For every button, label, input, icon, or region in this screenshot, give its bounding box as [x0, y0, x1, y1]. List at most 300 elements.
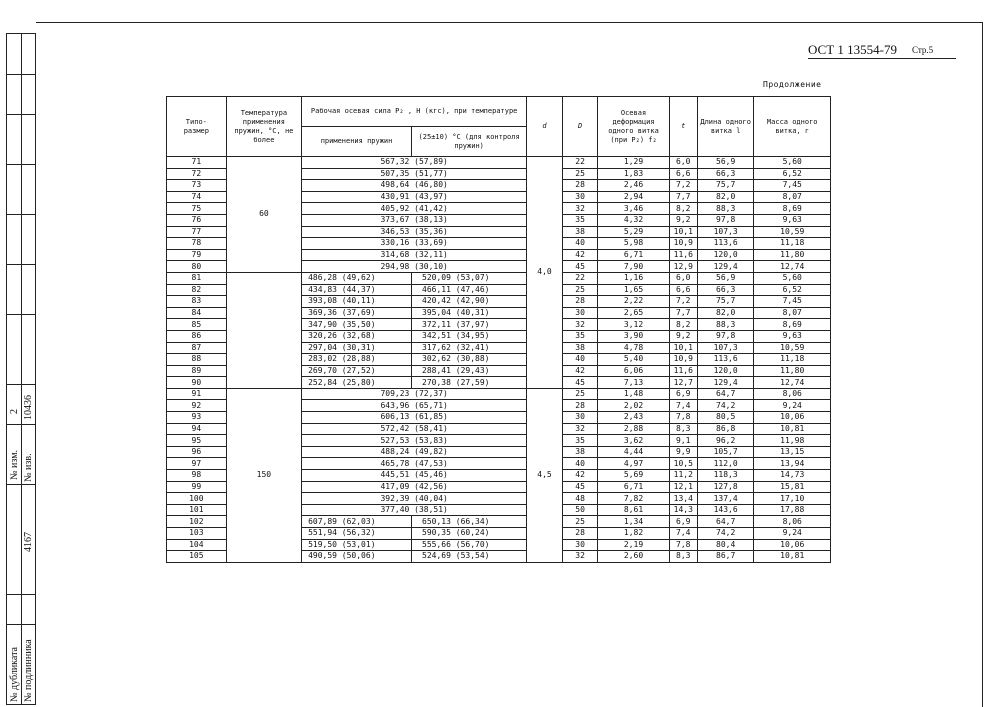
header-force-app: применения пружин — [302, 127, 412, 157]
cell-force-ctrl: 555,66 (56,70) — [412, 539, 527, 551]
cell-force: 643,96 (65,71) — [302, 400, 527, 412]
cell-D: 45 — [562, 261, 598, 273]
cell-D: 30 — [562, 307, 598, 319]
cell-deform: 4,78 — [598, 342, 669, 354]
cell-D: 35 — [562, 214, 598, 226]
cell-deform: 1,48 — [598, 388, 669, 400]
cell-mass: 6,52 — [754, 168, 831, 180]
cell-mass: 7,45 — [754, 180, 831, 192]
cell-force-app: 297,04 (30,31) — [302, 342, 412, 354]
cell-type: 88 — [167, 354, 227, 366]
side-stamp-line — [7, 484, 35, 485]
cell-t: 9,2 — [669, 214, 697, 226]
cell-length: 74,2 — [697, 400, 754, 412]
code-underline — [808, 58, 956, 59]
cell-deform: 7,82 — [598, 493, 669, 505]
cell-length: 82,0 — [697, 191, 754, 203]
page-label: Стр.5 — [912, 45, 934, 55]
side-stamp-line — [7, 384, 35, 385]
cell-force: 346,53 (35,36) — [302, 226, 527, 238]
side-label-duplicate: № дубликата — [9, 647, 20, 702]
cell-mass: 17,10 — [754, 493, 831, 505]
cell-force-ctrl: 520,09 (53,07) — [412, 272, 527, 284]
cell-length: 56,9 — [697, 157, 754, 169]
table-body — [167, 157, 831, 563]
cell-length: 120,0 — [697, 249, 754, 261]
cell-mass: 15,81 — [754, 481, 831, 493]
cell-length: 75,7 — [697, 180, 754, 192]
header-mass: Масса одного витка, г — [754, 97, 831, 157]
cell-t: 11,2 — [669, 470, 697, 482]
cell-D: 38 — [562, 342, 598, 354]
cell-t: 7,2 — [669, 296, 697, 308]
cell-deform: 7,90 — [598, 261, 669, 273]
header-length: Длина одного витка l — [697, 97, 754, 157]
cell-deform: 1,82 — [598, 528, 669, 540]
cell-mass: 9,24 — [754, 400, 831, 412]
cell-force: 330,16 (33,69) — [302, 238, 527, 250]
cell-deform: 2,60 — [598, 551, 669, 563]
side-label-original: № подлинника — [23, 639, 34, 702]
cell-force-app: 369,36 (37,69) — [302, 307, 412, 319]
cell-mass: 8,07 — [754, 307, 831, 319]
cell-force-app: 551,94 (56,32) — [302, 528, 412, 540]
cell-force: 567,32 (57,89) — [302, 157, 527, 169]
header-force: Рабочая осевая сила P₂ , Н (кгс), при температуре — [302, 97, 527, 127]
cell-length: 137,4 — [697, 493, 754, 505]
cell-type: 95 — [167, 435, 227, 447]
cell-D: 45 — [562, 377, 598, 389]
cell-t: 11,6 — [669, 249, 697, 261]
cell-type: 78 — [167, 238, 227, 250]
cell-D: 25 — [562, 284, 598, 296]
cell-mass: 10,59 — [754, 342, 831, 354]
cell-type: 92 — [167, 400, 227, 412]
cell-type: 100 — [167, 493, 227, 505]
cell-force-ctrl: 420,42 (42,90) — [412, 296, 527, 308]
cell-D: 32 — [562, 203, 598, 215]
cell-mass: 11,98 — [754, 435, 831, 447]
cell-D: 30 — [562, 191, 598, 203]
cell-force: 417,09 (42,56) — [302, 481, 527, 493]
cell-type: 91 — [167, 388, 227, 400]
cell-t: 10,5 — [669, 458, 697, 470]
cell-type: 86 — [167, 330, 227, 342]
cell-mass: 5,60 — [754, 272, 831, 284]
cell-t: 8,2 — [669, 203, 697, 215]
cell-length: 88,3 — [697, 319, 754, 331]
cell-t: 7,4 — [669, 528, 697, 540]
cell-deform: 4,97 — [598, 458, 669, 470]
side-stamp-line — [7, 164, 35, 165]
cell-length: 97,8 — [697, 214, 754, 226]
cell-type: 101 — [167, 504, 227, 516]
cell-deform: 7,13 — [598, 377, 669, 389]
cell-t: 13,4 — [669, 493, 697, 505]
header-temp: Температура применения пружин, °С, не более — [226, 97, 301, 157]
cell-length: 64,7 — [697, 516, 754, 528]
cell-deform: 4,44 — [598, 446, 669, 458]
cell-mass: 17,88 — [754, 504, 831, 516]
spring-spec-table — [166, 96, 831, 563]
cell-deform: 3,62 — [598, 435, 669, 447]
cell-D: 35 — [562, 435, 598, 447]
cell-force: 314,68 (32,11) — [302, 249, 527, 261]
cell-D: 25 — [562, 168, 598, 180]
cell-type: 90 — [167, 377, 227, 389]
cell-t: 6,6 — [669, 284, 697, 296]
cell-t: 7,8 — [669, 539, 697, 551]
cell-D: 45 — [562, 481, 598, 493]
cell-D: 40 — [562, 238, 598, 250]
cell-length: 82,0 — [697, 307, 754, 319]
cell-d: 4,0 — [527, 157, 563, 389]
cell-force: 445,51 (45,46) — [302, 470, 527, 482]
cell-force-ctrl: 302,62 (30,88) — [412, 354, 527, 366]
cell-type: 98 — [167, 470, 227, 482]
cell-force-ctrl: 395,04 (40,31) — [412, 307, 527, 319]
cell-length: 75,7 — [697, 296, 754, 308]
side-stamp-line — [7, 264, 35, 265]
cell-type: 102 — [167, 516, 227, 528]
side-stamp-line — [7, 74, 35, 75]
cell-D: 50 — [562, 504, 598, 516]
cell-force: 465,78 (47,53) — [302, 458, 527, 470]
cell-deform: 5,98 — [598, 238, 669, 250]
cell-type: 97 — [167, 458, 227, 470]
cell-force: 405,92 (41,42) — [302, 203, 527, 215]
side-change-number: 2 — [9, 409, 20, 414]
cell-deform: 6,71 — [598, 481, 669, 493]
cell-t: 6,0 — [669, 272, 697, 284]
cell-type: 71 — [167, 157, 227, 169]
cell-mass: 11,80 — [754, 249, 831, 261]
cell-D: 32 — [562, 423, 598, 435]
header-d: d — [527, 97, 563, 157]
side-doc-number: 10436 — [23, 395, 34, 420]
header-deform: Осевая деформация одного витка (при P₂) f₂ — [598, 97, 669, 157]
cell-t: 11,6 — [669, 365, 697, 377]
cell-t: 8,3 — [669, 551, 697, 563]
cell-t: 6,6 — [669, 168, 697, 180]
cell-force-app: 283,02 (28,88) — [302, 354, 412, 366]
cell-length: 56,9 — [697, 272, 754, 284]
cell-length: 107,3 — [697, 226, 754, 238]
cell-length: 86,8 — [697, 423, 754, 435]
cell-D: 40 — [562, 354, 598, 366]
cell-t: 10,1 — [669, 226, 697, 238]
cell-t: 7,7 — [669, 191, 697, 203]
cell-type: 74 — [167, 191, 227, 203]
side-stamp-line — [7, 314, 35, 315]
cell-D: 30 — [562, 539, 598, 551]
cell-type: 75 — [167, 203, 227, 215]
cell-force: 294,98 (30,10) — [302, 261, 527, 273]
cell-type: 77 — [167, 226, 227, 238]
cell-mass: 5,60 — [754, 157, 831, 169]
cell-D: 30 — [562, 412, 598, 424]
cell-mass: 10,81 — [754, 423, 831, 435]
cell-D: 42 — [562, 470, 598, 482]
cell-t: 7,4 — [669, 400, 697, 412]
cell-length: 143,6 — [697, 504, 754, 516]
cell-deform: 1,29 — [598, 157, 669, 169]
cell-force-ctrl: 524,69 (53,54) — [412, 551, 527, 563]
cell-deform: 2,65 — [598, 307, 669, 319]
cell-force: 572,42 (58,41) — [302, 423, 527, 435]
cell-mass: 12,74 — [754, 261, 831, 273]
cell-length: 74,2 — [697, 528, 754, 540]
cell-force-app: 434,83 (44,37) — [302, 284, 412, 296]
cell-type: 81 — [167, 272, 227, 284]
cell-t: 14,3 — [669, 504, 697, 516]
cell-type: 72 — [167, 168, 227, 180]
cell-force: 373,67 (38,13) — [302, 214, 527, 226]
cell-force: 430,91 (43,97) — [302, 191, 527, 203]
cell-force-app: 347,90 (35,50) — [302, 319, 412, 331]
cell-length: 80,4 — [697, 539, 754, 551]
cell-force: 498,64 (46,80) — [302, 180, 527, 192]
cell-mass: 9,24 — [754, 528, 831, 540]
cell-deform: 2,02 — [598, 400, 669, 412]
cell-type: 103 — [167, 528, 227, 540]
cell-t: 6,9 — [669, 516, 697, 528]
cell-deform: 1,16 — [598, 272, 669, 284]
cell-force-ctrl: 590,35 (60,24) — [412, 528, 527, 540]
cell-D: 28 — [562, 528, 598, 540]
cell-force-app: 269,70 (27,52) — [302, 365, 412, 377]
cell-mass: 7,45 — [754, 296, 831, 308]
cell-temp: 60 — [226, 157, 301, 273]
cell-deform: 3,46 — [598, 203, 669, 215]
cell-type: 94 — [167, 423, 227, 435]
cell-mass: 13,94 — [754, 458, 831, 470]
cell-t: 6,9 — [669, 388, 697, 400]
cell-force-ctrl: 270,38 (27,59) — [412, 377, 527, 389]
cell-temp — [226, 272, 301, 388]
cell-mass: 10,81 — [754, 551, 831, 563]
cell-t: 7,7 — [669, 307, 697, 319]
cell-D: 28 — [562, 296, 598, 308]
cell-type: 93 — [167, 412, 227, 424]
cell-type: 99 — [167, 481, 227, 493]
table-row — [167, 272, 831, 284]
cell-D: 32 — [562, 551, 598, 563]
cell-deform: 3,12 — [598, 319, 669, 331]
cell-force-app: 607,89 (62,03) — [302, 516, 412, 528]
cell-length: 107,3 — [697, 342, 754, 354]
cell-mass: 11,80 — [754, 365, 831, 377]
frame-top-line — [36, 22, 982, 23]
cell-deform: 2,19 — [598, 539, 669, 551]
cell-force-app: 490,59 (50,06) — [302, 551, 412, 563]
cell-deform: 2,43 — [598, 412, 669, 424]
cell-force-ctrl: 466,11 (47,46) — [412, 284, 527, 296]
cell-force-app: 519,50 (53,01) — [302, 539, 412, 551]
cell-t: 9,2 — [669, 330, 697, 342]
cell-t: 10,9 — [669, 238, 697, 250]
cell-D: 25 — [562, 516, 598, 528]
cell-D: 22 — [562, 157, 598, 169]
cell-mass: 12,74 — [754, 377, 831, 389]
cell-force-ctrl: 317,62 (32,41) — [412, 342, 527, 354]
cell-mass: 8,69 — [754, 203, 831, 215]
cell-t: 7,2 — [669, 180, 697, 192]
cell-mass: 8,07 — [754, 191, 831, 203]
cell-mass: 8,06 — [754, 516, 831, 528]
cell-t: 9,9 — [669, 446, 697, 458]
cell-length: 127,8 — [697, 481, 754, 493]
cell-force: 507,35 (51,77) — [302, 168, 527, 180]
cell-D: 42 — [562, 365, 598, 377]
cell-length: 113,6 — [697, 354, 754, 366]
table-row — [167, 157, 831, 169]
side-label-izm: № изм. — [9, 449, 20, 480]
cell-D: 38 — [562, 226, 598, 238]
cell-force-ctrl: 372,11 (37,97) — [412, 319, 527, 331]
cell-t: 8,2 — [669, 319, 697, 331]
cell-D: 32 — [562, 319, 598, 331]
cell-force-app: 393,08 (40,11) — [302, 296, 412, 308]
header-force-ctrl: (25±10) °С (для контроля пружин) — [412, 127, 527, 157]
cell-type: 84 — [167, 307, 227, 319]
cell-mass: 8,69 — [754, 319, 831, 331]
cell-length: 80,5 — [697, 412, 754, 424]
cell-deform: 2,22 — [598, 296, 669, 308]
cell-length: 112,0 — [697, 458, 754, 470]
side-stamp-divider — [21, 34, 22, 704]
cell-deform: 2,46 — [598, 180, 669, 192]
cell-mass: 9,63 — [754, 330, 831, 342]
cell-length: 129,4 — [697, 377, 754, 389]
cell-type: 85 — [167, 319, 227, 331]
cell-deform: 6,71 — [598, 249, 669, 261]
cell-deform: 2,94 — [598, 191, 669, 203]
cell-type: 80 — [167, 261, 227, 273]
cell-type: 79 — [167, 249, 227, 261]
cell-length: 118,3 — [697, 470, 754, 482]
cell-mass: 13,15 — [754, 446, 831, 458]
cell-type: 105 — [167, 551, 227, 563]
cell-type: 89 — [167, 365, 227, 377]
document-code: ОСТ 1 13554-79 — [808, 42, 897, 57]
cell-deform: 5,29 — [598, 226, 669, 238]
cell-D: 28 — [562, 180, 598, 192]
side-label-izv: № изв. — [23, 453, 34, 482]
header-D: D — [562, 97, 598, 157]
cell-t: 10,1 — [669, 342, 697, 354]
cell-t: 12,7 — [669, 377, 697, 389]
cell-D: 48 — [562, 493, 598, 505]
cell-force: 377,40 (38,51) — [302, 504, 527, 516]
cell-force: 709,23 (72,37) — [302, 388, 527, 400]
cell-type: 83 — [167, 296, 227, 308]
side-stamp-line — [7, 624, 35, 625]
table-row — [167, 388, 831, 400]
cell-t: 7,8 — [669, 412, 697, 424]
side-stamp-line — [7, 114, 35, 115]
cell-mass: 6,52 — [754, 284, 831, 296]
cell-force-app: 486,28 (49,62) — [302, 272, 412, 284]
continuation-label: Продолжение — [763, 80, 822, 89]
cell-length: 64,7 — [697, 388, 754, 400]
cell-length: 66,3 — [697, 284, 754, 296]
side-stamp-line — [7, 214, 35, 215]
cell-t: 9,1 — [669, 435, 697, 447]
cell-type: 73 — [167, 180, 227, 192]
cell-deform: 5,40 — [598, 354, 669, 366]
cell-length: 88,3 — [697, 203, 754, 215]
cell-D: 35 — [562, 330, 598, 342]
header-t: t — [669, 97, 697, 157]
cell-deform: 1,65 — [598, 284, 669, 296]
cell-type: 76 — [167, 214, 227, 226]
cell-mass: 10,59 — [754, 226, 831, 238]
cell-type: 87 — [167, 342, 227, 354]
cell-D: 22 — [562, 272, 598, 284]
side-inv-value: 4167 — [23, 532, 34, 552]
cell-mass: 10,06 — [754, 539, 831, 551]
cell-deform: 1,34 — [598, 516, 669, 528]
cell-D: 28 — [562, 400, 598, 412]
cell-t: 12,1 — [669, 481, 697, 493]
cell-mass: 11,18 — [754, 238, 831, 250]
cell-force: 488,24 (49,82) — [302, 446, 527, 458]
cell-length: 105,7 — [697, 446, 754, 458]
cell-force-ctrl: 650,13 (66,34) — [412, 516, 527, 528]
cell-length: 86,7 — [697, 551, 754, 563]
cell-D: 25 — [562, 388, 598, 400]
cell-force-app: 320,26 (32,68) — [302, 330, 412, 342]
cell-d: 4,5 — [527, 388, 563, 562]
cell-length: 129,4 — [697, 261, 754, 273]
side-stamp-line — [7, 424, 35, 425]
cell-deform: 5,69 — [598, 470, 669, 482]
cell-D: 40 — [562, 458, 598, 470]
cell-mass: 14,73 — [754, 470, 831, 482]
cell-force-ctrl: 288,41 (29,43) — [412, 365, 527, 377]
cell-mass: 9,63 — [754, 214, 831, 226]
cell-length: 120,0 — [697, 365, 754, 377]
side-stamp-line — [7, 594, 35, 595]
header-type: Типо- размер — [167, 97, 227, 157]
cell-deform: 8,61 — [598, 504, 669, 516]
cell-force: 606,13 (61,85) — [302, 412, 527, 424]
cell-type: 104 — [167, 539, 227, 551]
cell-deform: 3,90 — [598, 330, 669, 342]
cell-type: 82 — [167, 284, 227, 296]
cell-deform: 6,06 — [598, 365, 669, 377]
cell-length: 96,2 — [697, 435, 754, 447]
frame-right-line — [982, 22, 983, 707]
cell-length: 113,6 — [697, 238, 754, 250]
cell-force-app: 252,84 (25,80) — [302, 377, 412, 389]
cell-mass: 10,06 — [754, 412, 831, 424]
cell-t: 6,0 — [669, 157, 697, 169]
cell-mass: 8,06 — [754, 388, 831, 400]
cell-deform: 4,32 — [598, 214, 669, 226]
cell-mass: 11,18 — [754, 354, 831, 366]
cell-t: 12,9 — [669, 261, 697, 273]
cell-deform: 2,88 — [598, 423, 669, 435]
side-stamp — [6, 33, 36, 705]
cell-type: 96 — [167, 446, 227, 458]
cell-t: 8,3 — [669, 423, 697, 435]
cell-force: 392,39 (40,04) — [302, 493, 527, 505]
cell-deform: 1,83 — [598, 168, 669, 180]
cell-D: 42 — [562, 249, 598, 261]
cell-temp: 150 — [226, 388, 301, 562]
